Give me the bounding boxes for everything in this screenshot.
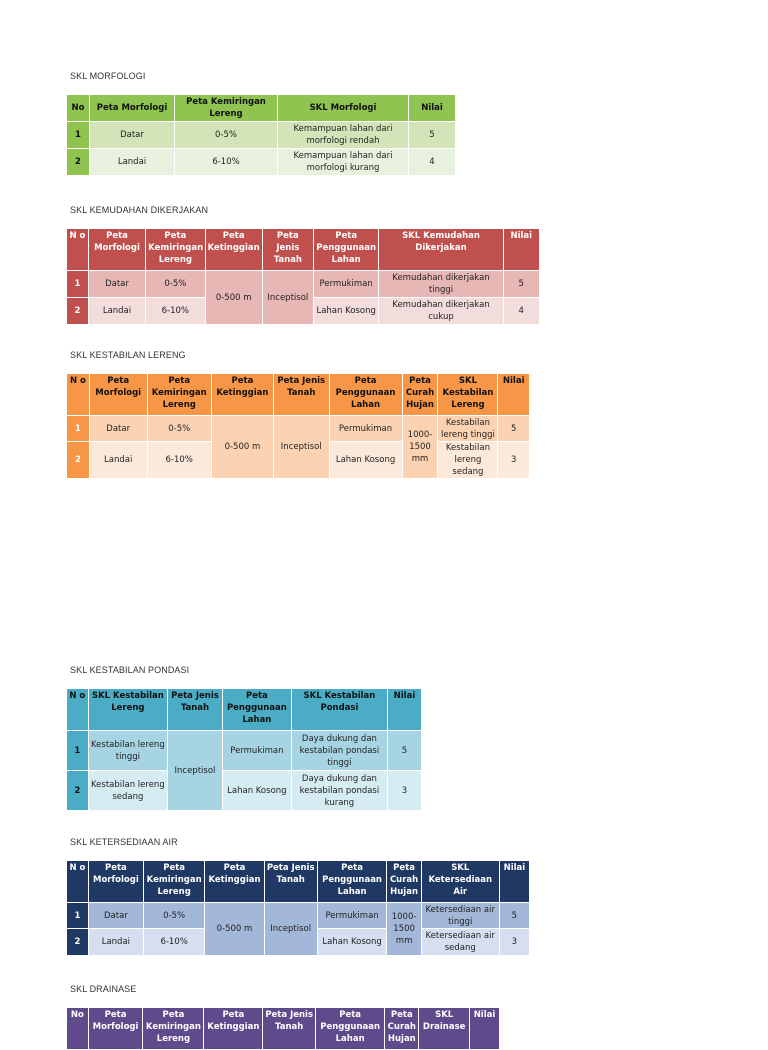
header-cell: Peta Morfologi	[89, 1008, 143, 1049]
cell-lereng: Kestabilan lereng sedang	[89, 771, 167, 810]
cell-penggunaan: Lahan Kosong	[318, 929, 387, 955]
header-cell: No	[67, 1008, 88, 1049]
section-title-lereng: SKL KESTABILAN LERENG	[70, 350, 186, 360]
header-cell: Nilai	[504, 229, 540, 270]
cell-kemiringan: 6-10%	[175, 149, 277, 175]
header-cell: Peta Jenis Tanah	[263, 1008, 315, 1049]
header-cell: Peta Kemiringan Lereng	[143, 1008, 203, 1049]
cell-kemiringan: 6-10%	[144, 929, 204, 955]
cell-penggunaan: Permukiman	[330, 416, 402, 441]
cell-skl: Kemudahan dikerjakan cukup	[379, 298, 502, 324]
cell-curah-hujan: 1000-1500 mm	[403, 416, 438, 478]
row-number: 2	[67, 149, 89, 175]
cell-kemiringan: 6-10%	[146, 298, 204, 324]
cell-jenis-tanah: Inceptisol	[265, 903, 317, 955]
cell-morfologi: Datar	[89, 903, 143, 928]
table-skl-air	[66, 860, 530, 956]
header-cell: Nilai	[409, 95, 455, 121]
row-number: 2	[67, 442, 89, 478]
row-number: 1	[67, 731, 88, 770]
table-skl-kemudahan	[66, 228, 540, 325]
table-row	[67, 903, 529, 928]
cell-nilai: 5	[388, 731, 421, 770]
header-cell: N o	[67, 229, 88, 270]
cell-nilai: 3	[388, 771, 421, 810]
table-header-row	[67, 689, 421, 730]
cell-penggunaan: Lahan Kosong	[330, 442, 402, 478]
cell-kemiringan: 0-5%	[146, 271, 204, 297]
row-number: 1	[67, 416, 89, 441]
header-cell: SKL Drainase	[419, 1008, 469, 1049]
header-cell: Nilai	[498, 374, 529, 415]
header-cell: Peta Penggunaan Lahan	[314, 229, 379, 270]
cell-morfologi: Landai	[90, 442, 147, 478]
header-cell: SKL Kestabilan Lereng	[438, 374, 497, 415]
cell-jenis-tanah: Inceptisol	[168, 731, 222, 810]
row-number: 1	[67, 271, 88, 297]
cell-penggunaan: Lahan Kosong	[223, 771, 291, 810]
cell-morfologi: Datar	[90, 122, 174, 148]
cell-skl: Kemudahan dikerjakan tinggi	[379, 271, 502, 297]
header-cell: N o	[67, 689, 88, 730]
cell-skl: Kemampuan lahan dari morfologi rendah	[278, 122, 408, 148]
header-cell: Peta Kemiringan Lereng	[146, 229, 204, 270]
cell-morfologi: Datar	[89, 271, 145, 297]
header-cell: Peta Penggunaan Lahan	[316, 1008, 384, 1049]
cell-nilai: 5	[409, 122, 455, 148]
section-title-pondasi: SKL KESTABILAN PONDASI	[70, 665, 190, 675]
cell-skl: Kemampuan lahan dari morfologi kurang	[278, 149, 408, 175]
header-cell: SKL Morfologi	[278, 95, 408, 121]
table-skl-lereng	[66, 373, 530, 479]
header-cell: Peta Jenis Tanah	[265, 861, 317, 902]
cell-nilai: 5	[504, 271, 540, 297]
header-cell: Peta Penggunaan Lahan	[318, 861, 387, 902]
cell-kemiringan: 0-5%	[175, 122, 277, 148]
row-number: 2	[67, 298, 88, 324]
section-title-morfologi: SKL MORFOLOGI	[70, 71, 146, 81]
cell-lereng: Kestabilan lereng tinggi	[89, 731, 167, 770]
header-cell: Peta Kemiringan Lereng	[175, 95, 277, 121]
cell-nilai: 4	[504, 298, 540, 324]
header-cell: Peta Morfologi	[89, 861, 143, 902]
cell-nilai: 5	[498, 416, 529, 441]
cell-penggunaan: Permukiman	[314, 271, 379, 297]
row-number: 2	[67, 771, 88, 810]
header-cell: Peta Ketinggian	[204, 1008, 262, 1049]
header-cell: Peta Ketinggian	[205, 861, 263, 902]
cell-kemiringan: 0-5%	[148, 416, 211, 441]
table-header-row	[67, 374, 529, 415]
row-number: 1	[67, 903, 88, 928]
header-cell: Peta Curah Hujan	[403, 374, 438, 415]
header-cell: SKL Kemudahan Dikerjakan	[379, 229, 502, 270]
table-header-row	[67, 95, 455, 121]
header-cell: SKL Kestabilan Pondasi	[292, 689, 387, 730]
header-cell: Nilai	[388, 689, 421, 730]
table-header-row	[67, 1008, 499, 1049]
row-number: 1	[67, 122, 89, 148]
header-cell: Peta Penggunaan Lahan	[330, 374, 402, 415]
table-skl-pondasi	[66, 688, 422, 811]
header-cell: N o	[67, 374, 89, 415]
cell-morfologi: Landai	[90, 149, 174, 175]
header-cell: Peta Jenis Tanah	[274, 374, 329, 415]
header-cell: N o	[67, 861, 88, 902]
table-header-row	[67, 229, 539, 270]
header-cell: SKL Kestabilan Lereng	[89, 689, 167, 730]
table-row	[67, 731, 421, 770]
table-row	[67, 271, 539, 297]
header-cell: Peta Kemiringan Lereng	[144, 861, 204, 902]
row-number: 2	[67, 929, 88, 955]
cell-skl: Daya dukung dan kestabilan pondasi kurang	[292, 771, 387, 810]
cell-nilai: 5	[500, 903, 529, 928]
table-row	[67, 416, 529, 441]
cell-jenis-tanah: Inceptisol	[263, 271, 313, 324]
cell-ketinggian: 0-500 m	[212, 416, 273, 478]
cell-skl: Ketersediaan air tinggi	[422, 903, 499, 928]
cell-curah-hujan: 1000-1500 mm	[387, 903, 420, 955]
cell-kemiringan: 6-10%	[148, 442, 211, 478]
header-cell: Peta Jenis Tanah	[263, 229, 313, 270]
cell-morfologi: Datar	[90, 416, 147, 441]
header-cell: Peta Jenis Tanah	[168, 689, 222, 730]
header-cell: SKL Ketersediaan Air	[422, 861, 499, 902]
header-cell: Nilai	[470, 1008, 499, 1049]
cell-ketinggian: 0-500 m	[205, 903, 263, 955]
header-cell: Peta Morfologi	[90, 95, 174, 121]
header-cell: Peta Curah Hujan	[387, 861, 420, 902]
table-row	[67, 122, 455, 148]
table-row	[67, 149, 455, 175]
header-cell: Peta Ketinggian	[206, 229, 262, 270]
header-cell: Peta Morfologi	[89, 229, 145, 270]
cell-morfologi: Landai	[89, 929, 143, 955]
cell-morfologi: Landai	[89, 298, 145, 324]
table-header-row	[67, 861, 529, 902]
cell-jenis-tanah: Inceptisol	[274, 416, 329, 478]
header-cell: Peta Penggunaan Lahan	[223, 689, 291, 730]
section-title-drainase: SKL DRAINASE	[70, 984, 137, 994]
cell-nilai: 3	[498, 442, 529, 478]
header-cell: Peta Curah Hujan	[385, 1008, 418, 1049]
cell-nilai: 3	[500, 929, 529, 955]
cell-penggunaan: Permukiman	[318, 903, 387, 928]
cell-skl: Kestabilan lereng tinggi	[438, 416, 497, 441]
table-row	[67, 771, 421, 810]
cell-skl: Kestabilan lereng sedang	[438, 442, 497, 478]
table-skl-morfologi	[66, 94, 456, 176]
header-cell: Peta Ketinggian	[212, 374, 273, 415]
header-cell: Peta Morfologi	[90, 374, 147, 415]
cell-penggunaan: Lahan Kosong	[314, 298, 379, 324]
cell-nilai: 4	[409, 149, 455, 175]
header-cell: Nilai	[500, 861, 529, 902]
cell-kemiringan: 0-5%	[144, 903, 204, 928]
cell-ketinggian: 0-500 m	[206, 271, 262, 324]
cell-skl: Ketersediaan air sedang	[422, 929, 499, 955]
header-cell: No	[67, 95, 89, 121]
header-cell: Peta Kemiringan Lereng	[148, 374, 211, 415]
section-title-air: SKL KETERSEDIAAN AIR	[70, 837, 178, 847]
cell-skl: Daya dukung dan kestabilan pondasi tinggi	[292, 731, 387, 770]
section-title-kemudahan: SKL KEMUDAHAN DIKERJAKAN	[70, 205, 209, 215]
table-skl-drainase	[66, 1007, 500, 1050]
cell-penggunaan: Permukiman	[223, 731, 291, 770]
